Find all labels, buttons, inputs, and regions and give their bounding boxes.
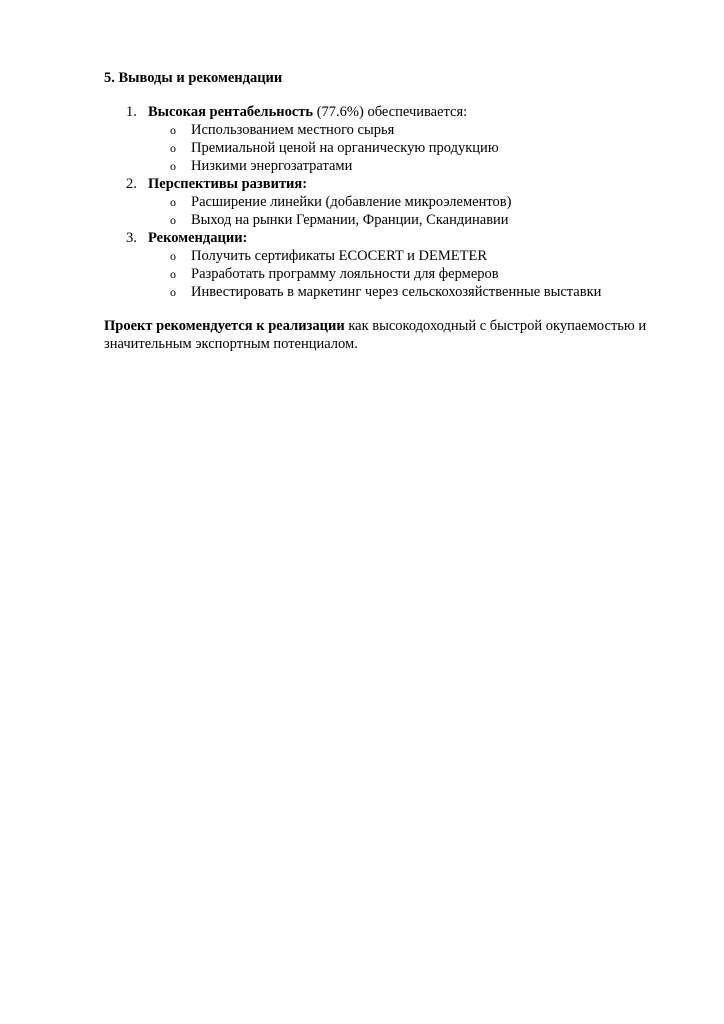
sub-item-text: Инвестировать в маркетинг через сельскохозяйственные выставки xyxy=(191,284,602,300)
sub-item-text: Разработать программу лояльности для фермеров xyxy=(191,266,499,282)
recommendations-list xyxy=(104,103,684,301)
list-item-recommendations xyxy=(104,229,684,247)
bullet-icon: o xyxy=(170,285,176,299)
item-text xyxy=(148,175,307,193)
item-number: 1. xyxy=(126,104,137,120)
sub-item xyxy=(104,193,684,211)
item-title: Высокая рентабельность xyxy=(148,104,314,120)
sub-item xyxy=(104,121,684,139)
section-heading: 5. Выводы и рекомендации xyxy=(104,70,283,86)
list-item-profitability xyxy=(104,103,684,121)
sub-item xyxy=(104,211,684,229)
item-title: Перспективы развития: xyxy=(148,176,308,192)
sub-item xyxy=(104,283,684,301)
sub-item xyxy=(104,157,684,175)
bullet-icon: o xyxy=(170,123,176,137)
bullet-icon: o xyxy=(170,141,176,155)
bullet-icon: o xyxy=(170,213,176,227)
conclusion-bold: Проект рекомендуется к реализации xyxy=(104,318,345,334)
item-title: Рекомендации: xyxy=(148,230,248,246)
sub-item-text: Использованием местного сырья xyxy=(191,122,395,138)
item-text xyxy=(148,103,467,121)
item-text xyxy=(148,229,247,247)
bullet-icon: o xyxy=(170,159,176,173)
bullet-icon: o xyxy=(170,195,176,209)
conclusion-rest: как высокодоходный с быстрой окупаемостью и значительным экспортным потенциалом. xyxy=(104,318,647,352)
item-rest: (77.6%) обеспечивается: xyxy=(313,104,468,120)
sub-item-text: Выход на рынки Германии, Франции, Скандинавии xyxy=(191,212,509,228)
sub-item-text: Премиальной ценой на органическую продукцию xyxy=(191,140,499,156)
sub-item xyxy=(104,265,684,283)
list-item-prospects xyxy=(104,175,684,193)
conclusion-paragraph xyxy=(104,317,664,353)
sub-item-text: Низкими энергозатратами xyxy=(191,158,353,174)
sub-item-text: Расширение линейки (добавление микроэлементов) xyxy=(191,194,512,210)
item-number: 2. xyxy=(126,176,137,192)
sub-item xyxy=(104,247,684,265)
sub-item-text: Получить сертификаты ECOCERT и DEMETER xyxy=(191,248,487,264)
sub-item xyxy=(104,139,684,157)
bullet-icon: o xyxy=(170,249,176,263)
item-number: 3. xyxy=(126,230,137,246)
bullet-icon: o xyxy=(170,267,176,281)
